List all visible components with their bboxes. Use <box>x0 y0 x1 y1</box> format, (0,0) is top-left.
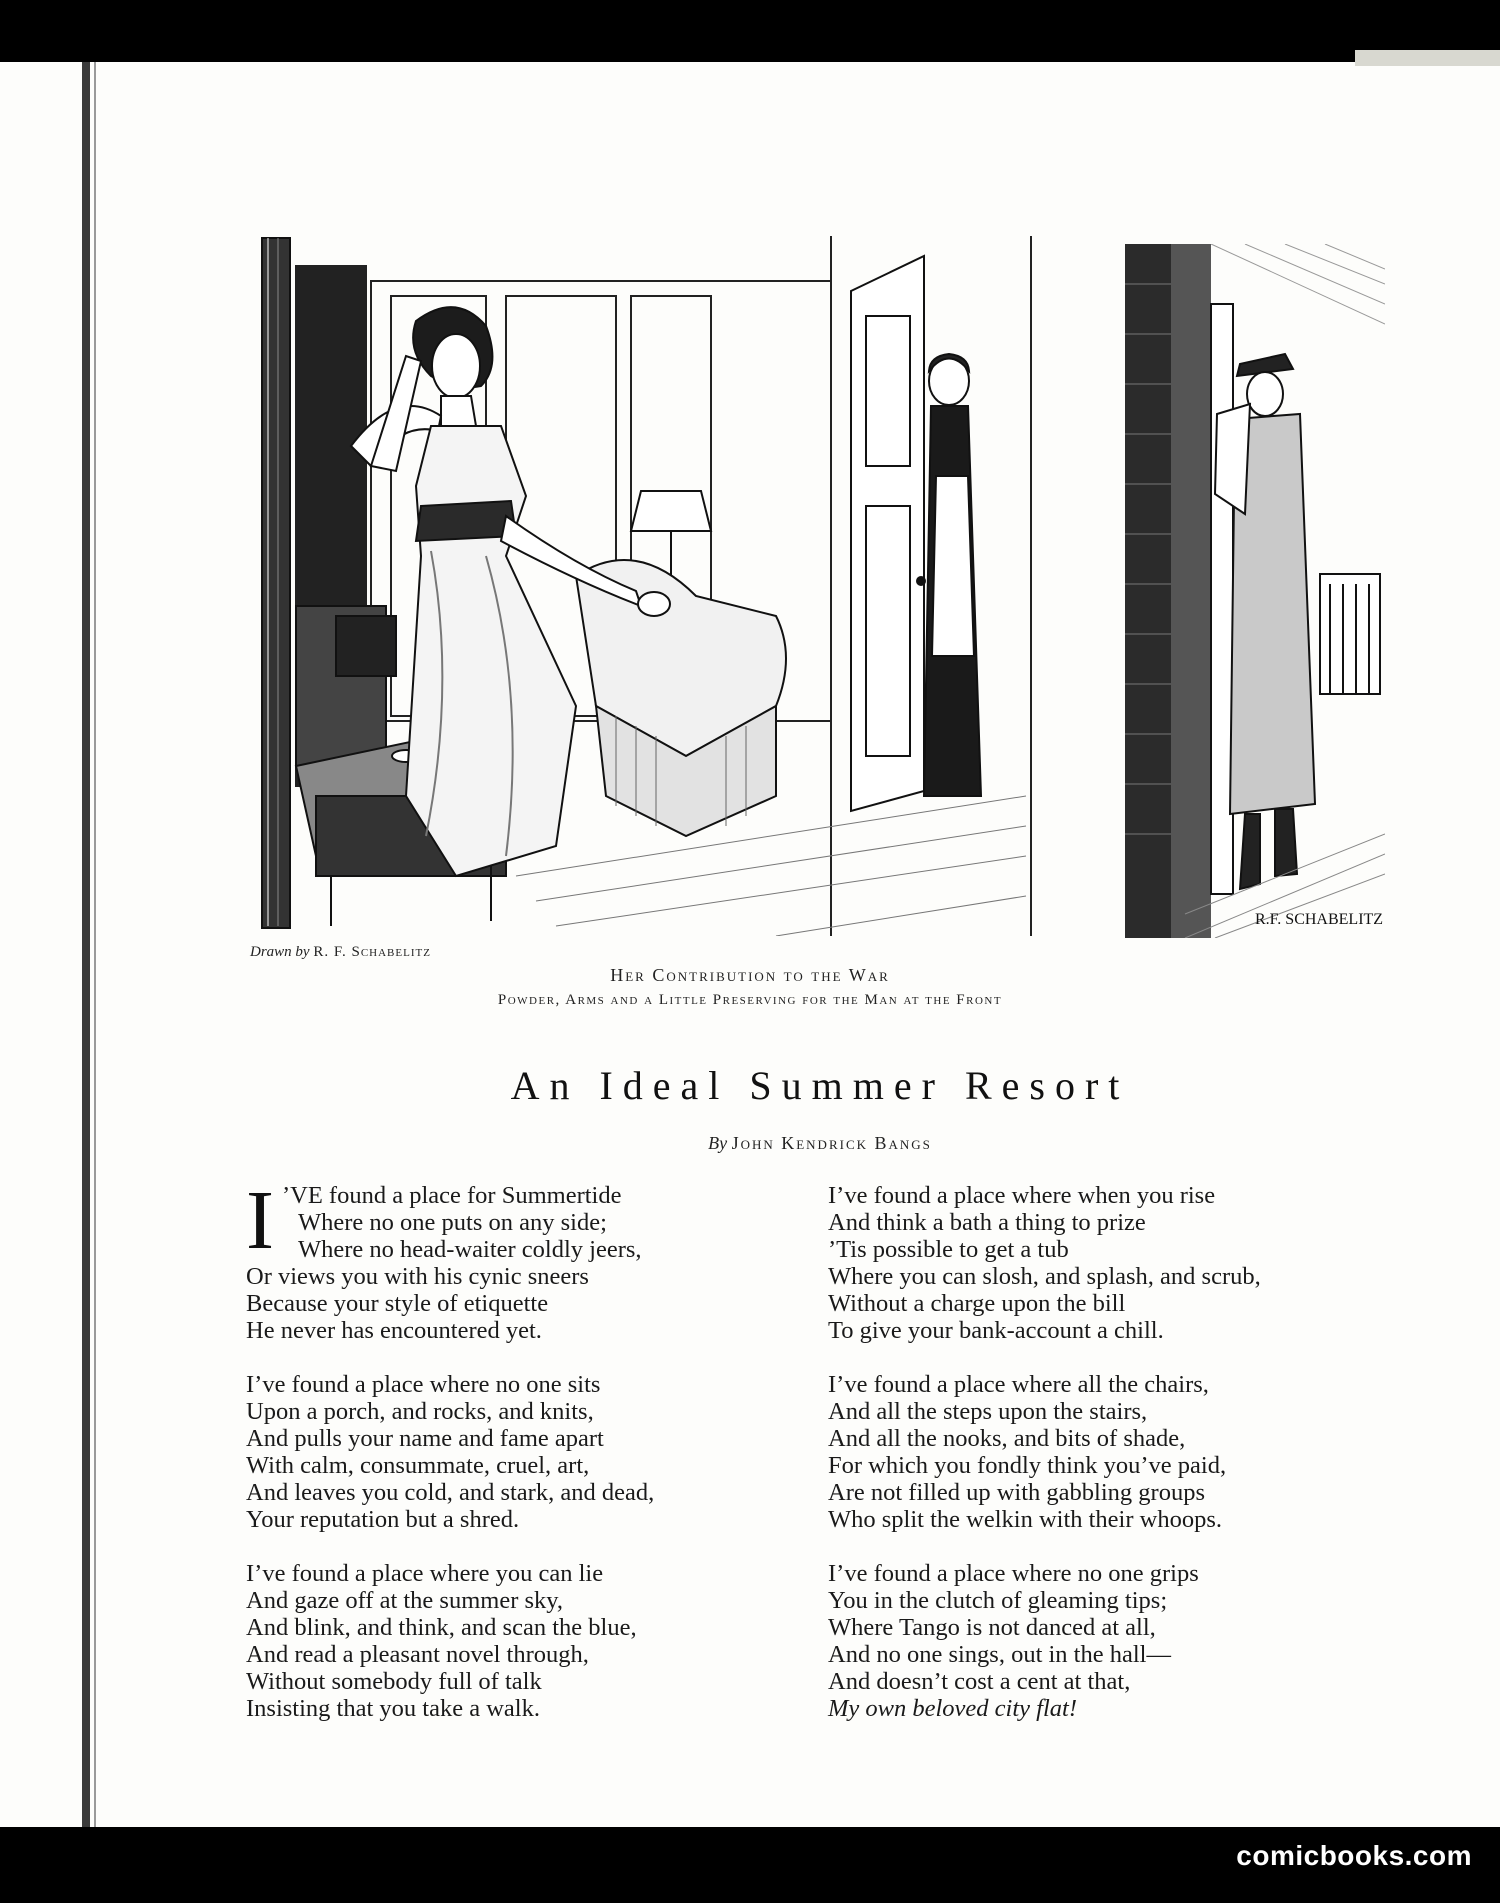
stanza <box>828 1560 1388 1722</box>
stanza <box>246 1174 806 1344</box>
next-page-edge <box>1355 50 1500 66</box>
poem-author: John Kendrick Bangs <box>731 1133 932 1153</box>
artist-signature: R.F. SCHABELITZ <box>1255 911 1384 928</box>
poem-line: And leaves you cold, and stark, and dead, <box>246 1479 655 1506</box>
poem-line: Are not filled up with gabbling groups <box>828 1479 1205 1506</box>
poem-line: I’ve found a place where no one grips <box>828 1560 1199 1587</box>
poem-line: Or views you with his cynic sneers <box>246 1263 589 1290</box>
poem-line: I’ve found a place where you can lie <box>246 1560 604 1587</box>
poem-line: And no one sings, out in the hall— <box>828 1641 1171 1668</box>
illustration-caption-title: Her Contribution to the War <box>610 965 890 985</box>
poem-line: He never has encountered yet. <box>246 1317 542 1344</box>
poem-line: Without somebody full of talk <box>246 1668 542 1695</box>
page-gutter-edge <box>94 62 96 1827</box>
poem-byline <box>0 1133 1500 1154</box>
poem-line: Who split the welkin with their whoops. <box>828 1506 1222 1533</box>
poem-line: I’ve found a place where when you rise <box>828 1182 1216 1209</box>
poem-line: Where no head-waiter coldly jeers, <box>298 1236 642 1263</box>
credit-label: Drawn by <box>250 944 310 960</box>
boudoir-illustration <box>256 236 1036 936</box>
poem-line: And read a pleasant novel through, <box>246 1641 589 1668</box>
credit-artist: R. F. Schabelitz <box>313 944 431 960</box>
byline-by: By <box>708 1133 728 1153</box>
poem-line: ’Tis possible to get a tub <box>828 1236 1069 1263</box>
poem-line: You in the clutch of gleaming tips; <box>828 1587 1168 1614</box>
stanza <box>828 1182 1388 1344</box>
stanza <box>246 1371 806 1533</box>
poem-line: For which you fondly think you’ve paid, <box>828 1452 1227 1479</box>
poem-line: Your reputation but a shred. <box>246 1506 520 1533</box>
illustration-caption-subtitle: Powder, Arms and a Little Preserving for the Man at the Front <box>497 992 1003 1008</box>
poem-line: And think a bath a thing to prize <box>828 1209 1146 1236</box>
poem-line: And all the steps upon the stairs, <box>828 1398 1148 1425</box>
poem-line: And gaze off at the summer sky, <box>246 1587 564 1614</box>
poem-line: And blink, and think, and scan the blue, <box>246 1614 637 1641</box>
drop-cap: I <box>246 1174 274 1267</box>
poem-line: And all the nooks, and bits of shade, <box>828 1425 1186 1452</box>
poem-title: An Ideal Summer Resort <box>510 1063 1130 1108</box>
page-gutter <box>82 62 90 1827</box>
site-watermark: comicbooks.com <box>1236 1840 1472 1871</box>
poem-column-right <box>828 1182 1388 1749</box>
poem-column-left <box>246 1174 806 1749</box>
poem-line: Without a charge upon the bill <box>828 1290 1126 1317</box>
poem-line: To give your bank-account a chill. <box>828 1317 1164 1344</box>
poem-line: Insisting that you take a walk. <box>246 1695 540 1722</box>
poem-line: Upon a porch, and rocks, and knits, <box>246 1398 594 1425</box>
poem-line: I’ve found a place where all the chairs, <box>828 1371 1209 1398</box>
poem-line: I’ve found a place where no one sits <box>246 1371 601 1398</box>
poem-line: Where Tango is not danced at all, <box>828 1614 1156 1641</box>
stanza <box>246 1560 806 1722</box>
poem-line: Where no one puts on any side; <box>298 1209 607 1236</box>
illustration-credit <box>250 944 431 961</box>
soldier-porch-illustration <box>1125 244 1385 938</box>
stanza <box>828 1371 1388 1533</box>
poem-line: And doesn’t cost a cent at that, <box>828 1668 1131 1695</box>
poem-line: ’VE found a place for Summertide <box>281 1182 622 1209</box>
poem-line: Because your style of etiquette <box>246 1290 549 1317</box>
poem-line: Where you can slosh, and splash, and scrub, <box>828 1263 1261 1290</box>
poem-line-final: My own beloved city flat! <box>828 1695 1077 1722</box>
poem-line: And pulls your name and fame apart <box>246 1425 604 1452</box>
poem-line: With calm, consummate, cruel, art, <box>246 1452 590 1479</box>
